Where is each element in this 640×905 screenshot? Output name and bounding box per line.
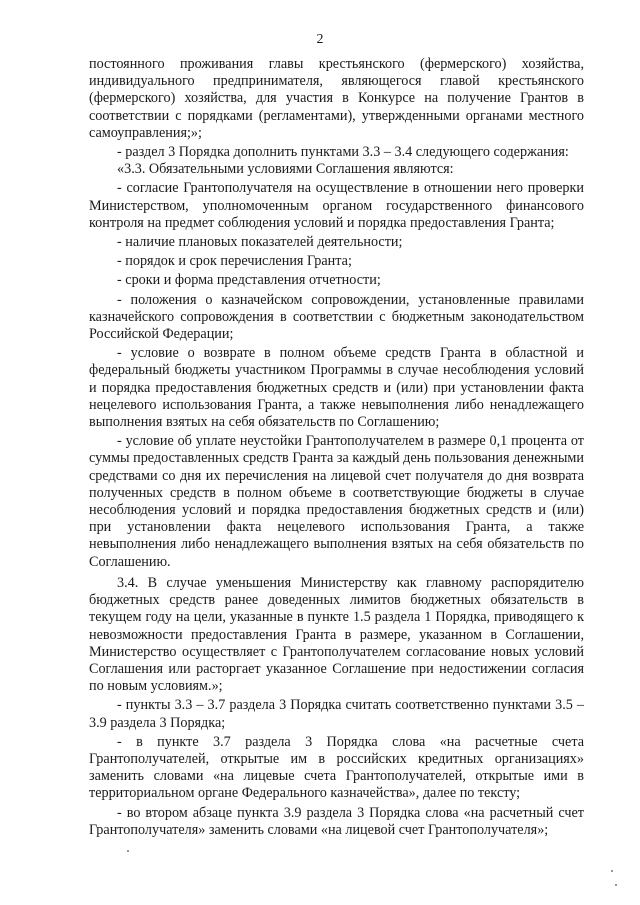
scan-speck [127,850,129,852]
paragraph-clause-3-3: «3.3. Обязательными условиями Соглашения являются: [117,161,454,178]
list-item-clause-3-7: - в пункте 3.7 раздела 3 Порядка слова «на расчетные счета Грантополучателей, открытые им в российских кредитных организациях» заменить словами «на лицевые счета Грантополучателей, открытые ими в территориальном органе Федерального казначейства», далее по тексту; [89,733,584,802]
list-item-reporting: - сроки и форма представления отчетности; [117,272,381,289]
scan-speck [615,884,617,886]
list-item-transfer-order: - порядок и срок перечисления Гранта; [117,253,352,270]
list-item-renumber: - пункты 3.3 – 3.7 раздела 3 Порядка считать соответственно пунктами 3.5 – 3.9 раздела 3 Порядка; [89,697,584,731]
list-item-treasury-support: - положения о казначейском сопровождении, установленные правилами казначейского сопровождения в соответствии с бюджетным законодательством Российской Федерации; [89,291,584,343]
paragraph-clause-3-4: 3.4. В случае уменьшения Министерству как главному распорядителю бюджетных средств ранее доведенных лимитов бюджетных обязательств в текущем году на цели, указанные в пункте 1.5 раздела 1 Порядка, приводящего к невозможности предоставления Гранта в размере, указанном в Соглашении, Министерство осуществляет с Грантополучателем согласование новых условий Соглашения или расторгает указанное Соглашение при недостижении согласия по новым условиям.»; [89,574,584,695]
list-item-indicators: - наличие плановых показателей деятельности; [117,234,403,251]
list-item-clause-3-9: - во втором абзаце пункта 3.9 раздела 3 Порядка слова «на расчетный счет Грантополучателя» заменить словами «на лицевой счет Грантополучателя»; [89,804,584,838]
document-body [89,56,584,839]
list-item-consent: - согласие Грантополучателя на осуществление в отношении него проверки Министерством, уполномоченным органом государственного финансового контроля на предмет соблюдения условий и порядка предоставления Гранта; [89,180,584,231]
scan-speck [611,870,613,872]
list-item-penalty: - условие об уплате неустойки Грантополучателем в размере 0,1 процента от суммы предоставленных средств Гранта за каждый день пользования денежными средствами со дня их перечисления на лицевой счет получателя до дня возврата полученных средств в полном объеме в соответствующие бюджеты в случае несоблюдения условий и порядка предоставления бюджетных средств и (или) при установлении факта нецелевого использования Гранта, а также невыполнения либо ненадлежащего выполнения взятых на себя обязательств по Соглашению. [89,433,584,570]
paragraph-continuation: постоянного проживания главы крестьянского (фермерского) хозяйства, индивидуального предпринимателя, являющегося главой крестьянского (фермерского) хозяйства, для участия в Конкурсе на получение Грантов в соответствии с порядками (регламентами), утвержденными органами местного самоуправления;»; [89,56,584,141]
list-item-refund: - условие о возврате в полном объеме средств Гранта в областной и федеральный бюджеты участником Программы в случае несоблюдения условий и порядка предоставления бюджетных средств и (или) при установлении факта нецелевого использования Гранта, а также невыполнения либо ненадлежащего выполнения взятых на себя обязательств по Соглашению; [89,345,584,431]
paragraph-amend-section3: - раздел 3 Порядка дополнить пунктами 3.3 – 3.4 следующего содержания: [117,144,569,161]
page-number: 2 [316,32,324,47]
